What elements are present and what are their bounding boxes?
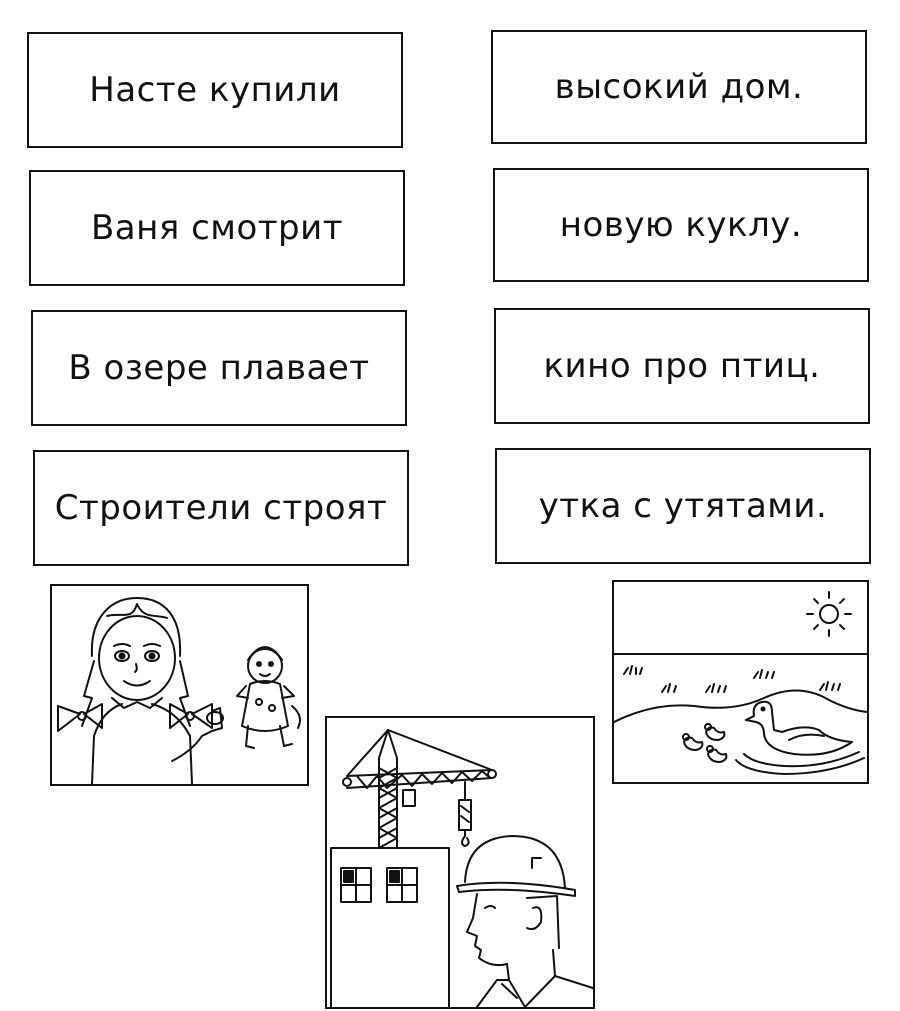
phrase-card-right-2[interactable] [493,168,869,282]
phrase-text: Ваня смотрит [90,208,344,248]
phrase-text: высокий дом. [554,67,804,107]
phrase-text: новую куклу. [559,205,803,245]
picture-builder-crane[interactable] [325,716,595,1009]
phrase-text: кино про птиц. [543,346,821,386]
phrase-text: Насте купили [89,70,341,110]
phrase-card-right-4[interactable] [495,448,871,564]
phrase-text: В озере плавает [68,348,370,388]
phrase-card-right-1[interactable] [491,30,867,144]
phrase-text: утка с утятами. [538,486,828,526]
builder-crane-icon [327,718,593,1007]
phrase-text: Строители строят [54,488,388,528]
phrase-card-left-2[interactable] [29,170,405,286]
picture-duck-lake[interactable] [612,580,869,784]
phrase-card-left-3[interactable] [31,310,407,426]
picture-girl-with-doll[interactable] [50,584,309,786]
phrase-card-left-1[interactable] [27,32,403,148]
phrase-card-left-4[interactable] [33,450,409,566]
girl-with-doll-icon [52,586,307,784]
phrase-card-right-3[interactable] [494,308,870,424]
duck-lake-icon [614,582,867,782]
